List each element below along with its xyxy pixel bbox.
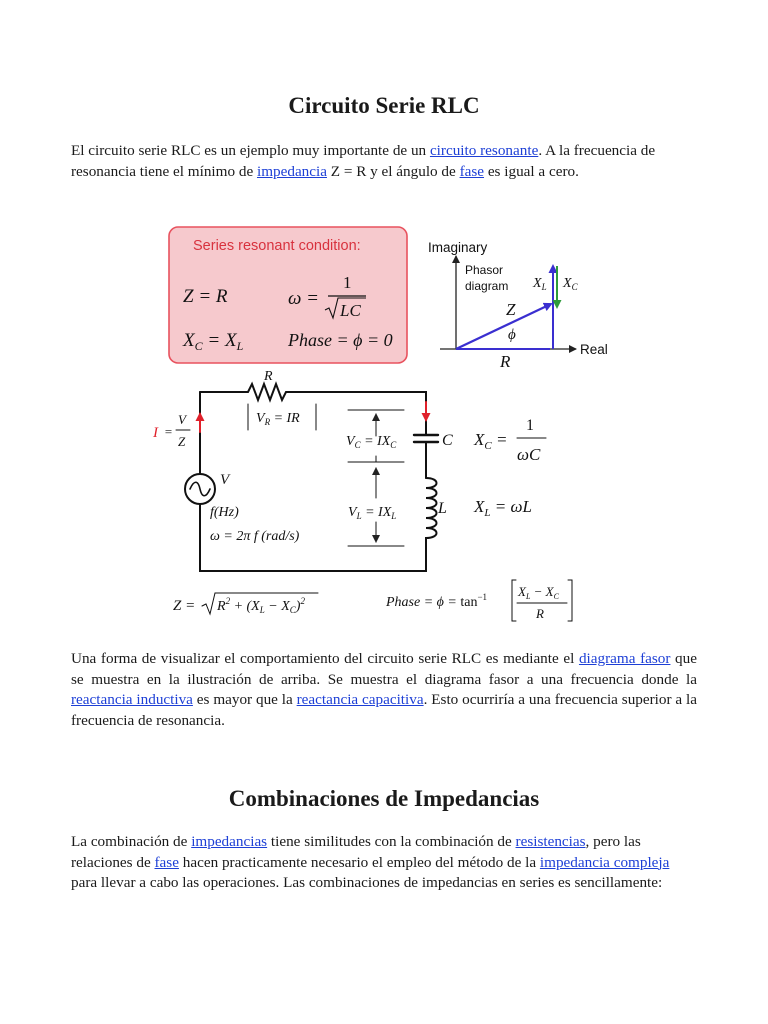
xc-equation-numerator: 1 xyxy=(526,417,534,434)
paragraph-text: es mayor que la xyxy=(192,691,297,708)
source-frequency-label: f(Hz) xyxy=(210,505,239,520)
current-equation-equals: = xyxy=(164,424,173,439)
phase-equation-lhs: Phase = $\phi = \tan^{-1}$ xyxy=(386,592,488,610)
paragraph-text: El circuito serie RLC es un ejemplo muy importante de un xyxy=(71,142,430,159)
phasor-label-z: Z xyxy=(506,300,516,319)
impedance-magnitude-equation: Z = xyxy=(173,598,196,614)
paragraph-text: que se muestra en la ilustración de arriba. Se muestra el diagrama fasor a una frecuencia donde la xyxy=(71,650,697,688)
paragraph-text: es igual a cero. xyxy=(484,162,579,180)
phasor-caption-line2: diagram xyxy=(465,279,509,293)
xc-equation-denominator: ωC xyxy=(517,445,541,464)
paragraph-text: . A la frecuencia de resonancia tiene el mínimo de xyxy=(71,142,656,180)
rlc-figure xyxy=(140,222,620,632)
inline-link[interactable]: impedancia compleja xyxy=(539,853,670,871)
paragraph-text: hacen practicamente necesario el empleo del método de la xyxy=(178,853,540,871)
phase-fraction-denominator: R xyxy=(536,606,544,621)
phasor-explanation-paragraph xyxy=(71,649,697,731)
capacitor-label: C xyxy=(442,432,453,449)
resistor-label: R xyxy=(264,369,273,384)
equation-phase-zero: Phase = ϕ = 0 xyxy=(288,330,393,350)
inline-link[interactable]: fase xyxy=(459,162,485,180)
xl-equation: $X_L = \omega L$ xyxy=(474,497,532,519)
phasor-label-phi: ϕ xyxy=(508,327,516,343)
page-title: Circuito Serie RLC xyxy=(288,93,480,118)
phasor-label-r: R xyxy=(500,352,511,371)
impedance-combinations-paragraph xyxy=(71,832,697,894)
inline-link[interactable]: impedancias xyxy=(191,833,268,850)
phasor-caption-line1: Phasor xyxy=(465,263,504,277)
source-omega-label: ω = 2π f (rad/s) xyxy=(210,529,300,544)
resonance-condition-box xyxy=(169,227,407,363)
intro-paragraph xyxy=(71,141,697,182)
paragraph-text: , pero las relaciones de xyxy=(71,833,641,871)
paragraph-text: Una forma de visualizar el comportamiento del circuito serie RLC es mediante el xyxy=(71,650,579,667)
paragraph-text: La combinación de xyxy=(71,833,192,850)
phase-bracket-right xyxy=(568,580,572,621)
paragraph-text: para llevar a cabo las operaciones. Las combinaciones de impedancias en series es sencillamente: xyxy=(71,874,663,891)
phasor-z-vector xyxy=(456,304,551,349)
equation-xc-equals-xl: $X_C = X_L$ xyxy=(183,330,244,353)
paragraph-text: . Esto ocurriría a una frecuencia superior a la frecuencia de resonancia. xyxy=(71,691,697,729)
xc-equation-label: $X_C$ = xyxy=(474,430,508,452)
phase-bracket-left xyxy=(512,580,516,621)
inductor-label: L xyxy=(438,500,447,517)
current-equation-numerator: V xyxy=(178,412,186,427)
phase-fraction-numerator: $X_L - X_C$ xyxy=(518,584,559,601)
current-equation-denominator: Z xyxy=(178,434,186,449)
rlc-circuit xyxy=(152,369,572,621)
phasor-label-xl: $X_L$ xyxy=(533,276,547,292)
equation-omega-denominator: LC xyxy=(340,301,361,320)
rlc-diagram-svg xyxy=(140,222,620,632)
axis-label-real: Real xyxy=(580,342,608,357)
inductor-coil xyxy=(426,478,437,548)
inline-link[interactable]: circuito resonante xyxy=(429,142,539,159)
inline-link[interactable]: fase xyxy=(154,853,179,871)
source-label-v: V xyxy=(220,472,230,488)
equation-omega-numerator: 1 xyxy=(343,273,352,292)
equation-z-equals-r: Z = R xyxy=(183,286,228,307)
axis-label-imaginary: Imaginary xyxy=(428,240,488,255)
inline-link[interactable]: reactancia capacitiva xyxy=(296,691,424,708)
equation-omega-label: ω = xyxy=(288,288,319,309)
section-title-impedance-combinations: Combinaciones de Impedancias xyxy=(228,786,540,811)
inline-link[interactable]: resistencias xyxy=(515,833,586,850)
inline-link[interactable]: diagrama fasor xyxy=(578,650,671,667)
phasor-diagram xyxy=(428,240,608,371)
inline-link[interactable]: reactancia inductiva xyxy=(71,691,193,708)
paragraph-text: Z = R y el ángulo de xyxy=(326,162,460,180)
phasor-label-xc: $X_C$ xyxy=(563,276,578,292)
vr-equation: $V_R$ = IR xyxy=(256,411,300,427)
inline-link[interactable]: impedancia xyxy=(256,162,327,180)
paragraph-text: tiene similitudes con la combinación de xyxy=(267,833,516,850)
current-label-i: I xyxy=(153,425,158,441)
vl-equation: $V_L = IX_L$ xyxy=(348,505,397,521)
vc-equation: $V_C = IX_C$ xyxy=(346,434,397,450)
impedance-sqrt-content: $R^2 + (X_L - X_C)^2$ xyxy=(217,596,305,615)
condition-box-title: Series resonant condition: xyxy=(193,238,361,254)
